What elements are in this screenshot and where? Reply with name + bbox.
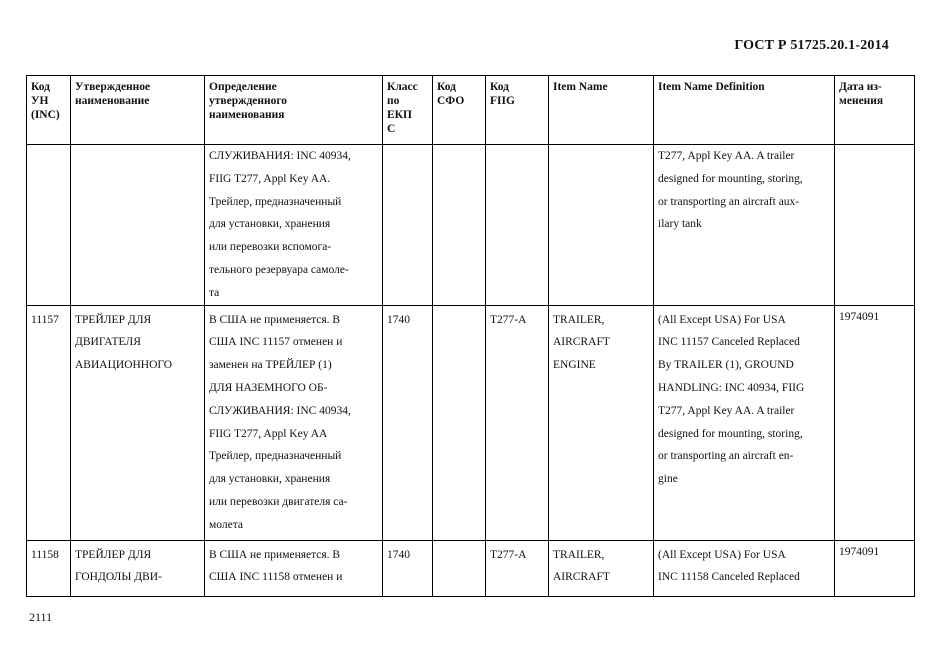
cell-line: or transporting an aircraft aux- [658, 195, 800, 208]
col-header-definition [205, 76, 383, 145]
cell-line: 1974091 [839, 310, 880, 323]
cell-line: INC 11157 Canceled Replaced [658, 336, 800, 349]
cell-sfo [433, 145, 486, 306]
cell-definition [205, 540, 383, 596]
cell-definition [205, 305, 383, 540]
cell-line: В США не применяется. В [209, 313, 341, 326]
cell-line: designed for mounting, storing, [658, 172, 803, 185]
cell-line: заменен на ТРЕЙЛЕР (1) [209, 359, 332, 372]
cell-inc [27, 305, 71, 540]
cell-line: ilary tank [658, 218, 702, 231]
cell-line: СЛУЖИВАНИЯ: INC 40934, [209, 404, 351, 417]
cell-line: ГОНДОЛЫ ДВИ- [75, 571, 162, 584]
cell-line: Код [31, 81, 51, 93]
cell-date [835, 540, 915, 596]
cell-line: ДЛЯ НАЗЕМНОГО ОБ- [209, 381, 328, 394]
cell-line: (INC) [31, 109, 60, 121]
cell-line: или перевозки двигателя са- [209, 495, 348, 508]
cell-item-name [549, 305, 654, 540]
cell-line: AIRCRAFT [553, 571, 610, 584]
cell-line: Трейлер, предназначенный [209, 195, 342, 208]
col-header-fiig [486, 76, 549, 145]
data-table [26, 75, 915, 597]
cell-line: ТРЕЙЛЕР ДЛЯ [75, 313, 152, 326]
cell-line: АВИАЦИОННОГО [75, 359, 173, 372]
col-header-date [835, 76, 915, 145]
cell-line: FIIG T277, Appl Key AA [209, 427, 328, 440]
cell-line: 1974091 [839, 545, 880, 558]
cell-line: (All Except USA) For USA [658, 548, 786, 561]
cell-line: США INC 11157 отменен и [209, 336, 343, 349]
cell-line: Класс [387, 81, 418, 93]
cell-line: ТРЕЙЛЕР ДЛЯ [75, 548, 152, 561]
cell-line: С [387, 123, 396, 135]
cell-line: (All Except USA) For USA [658, 313, 786, 326]
cell-line: By TRAILER (1), GROUND [658, 359, 794, 372]
cell-line: США INC 11158 отменен и [209, 571, 343, 584]
cell-inc [27, 145, 71, 306]
cell-sfo [433, 305, 486, 540]
cell-line: Код [490, 81, 510, 93]
cell-item-name [549, 145, 654, 306]
col-header-inc [27, 76, 71, 145]
header-row [27, 76, 915, 145]
cell-date [835, 305, 915, 540]
cell-line: В США не применяется. В [209, 548, 341, 561]
cell-line: менения [839, 95, 884, 107]
cell-line: тельного резервуара самоле- [209, 263, 349, 276]
cell-line: ЕКП [387, 109, 412, 121]
col-header-item-name [549, 76, 654, 145]
cell-class [383, 540, 433, 596]
cell-class [383, 305, 433, 540]
cell-line: или перевозки вспомога- [209, 241, 332, 254]
cell-line: 11157 [31, 313, 59, 326]
cell-line: ДВИГАТЕЛЯ [75, 336, 141, 349]
cell-line: TRAILER, [553, 548, 605, 561]
cell-line: Item Name [553, 81, 608, 93]
cell-line: TRAILER, [553, 313, 605, 326]
cell-definition [205, 145, 383, 306]
cell-line: молета [209, 518, 243, 531]
cell-line: FIIG [490, 95, 515, 107]
cell-fiig [486, 305, 549, 540]
cell-name [71, 305, 205, 540]
cell-line: T277-A [490, 548, 527, 561]
cell-line: T277, Appl Key AA. A trailer [658, 150, 795, 162]
table-row [27, 145, 915, 306]
cell-line: T277, Appl Key AA. A trailer [658, 404, 795, 417]
cell-line: наименование [75, 95, 150, 107]
cell-line: та [209, 286, 220, 299]
cell-line: ENGINE [553, 359, 596, 372]
page-number: 2111 [29, 610, 53, 624]
document-code: ГОСТ Р 51725.20.1-2014 [734, 38, 889, 53]
cell-line: Item Name Definition [658, 81, 765, 93]
col-header-class [383, 76, 433, 145]
cell-line: FIIG T277, Appl Key AA. [209, 172, 331, 185]
cell-fiig [486, 145, 549, 306]
cell-line: designed for mounting, storing, [658, 427, 803, 440]
col-header-sfo [433, 76, 486, 145]
cell-line: СЛУЖИВАНИЯ: INC 40934, [209, 150, 351, 162]
cell-line: INC 11158 Canceled Replaced [658, 571, 800, 584]
cell-name [71, 540, 205, 596]
cell-line: по [387, 95, 400, 107]
cell-line: 1740 [387, 548, 410, 561]
cell-line: Утвержденное [75, 81, 151, 93]
table-row [27, 540, 915, 596]
cell-line: 1740 [387, 313, 410, 326]
cell-line: Определение [209, 81, 277, 93]
cell-sfo [433, 540, 486, 596]
cell-name [71, 145, 205, 306]
cell-fiig [486, 540, 549, 596]
cell-line: 11158 [31, 548, 59, 561]
cell-line: or transporting an aircraft en- [658, 450, 794, 463]
cell-line: Код [437, 81, 457, 93]
cell-class [383, 145, 433, 306]
cell-line: gine [658, 473, 678, 486]
cell-line: наименования [209, 109, 285, 121]
cell-item-definition [654, 540, 835, 596]
cell-line: СФО [437, 95, 465, 107]
cell-date [835, 145, 915, 306]
cell-line: T277-A [490, 313, 527, 326]
cell-item-definition [654, 305, 835, 540]
cell-line: для установки, хранения [209, 473, 331, 486]
cell-line: HANDLING: INC 40934, FIIG [658, 381, 805, 394]
col-header-item-definition [654, 76, 835, 145]
table-row [27, 305, 915, 540]
cell-line: УН [31, 95, 49, 107]
col-header-name [71, 76, 205, 145]
cell-inc [27, 540, 71, 596]
cell-line: для установки, хранения [209, 218, 331, 231]
cell-line: Дата из- [839, 81, 882, 93]
cell-item-name [549, 540, 654, 596]
cell-line: утвержденного [209, 95, 288, 107]
cell-item-definition [654, 145, 835, 306]
cell-line: AIRCRAFT [553, 336, 610, 349]
cell-line: Трейлер, предназначенный [209, 450, 342, 463]
